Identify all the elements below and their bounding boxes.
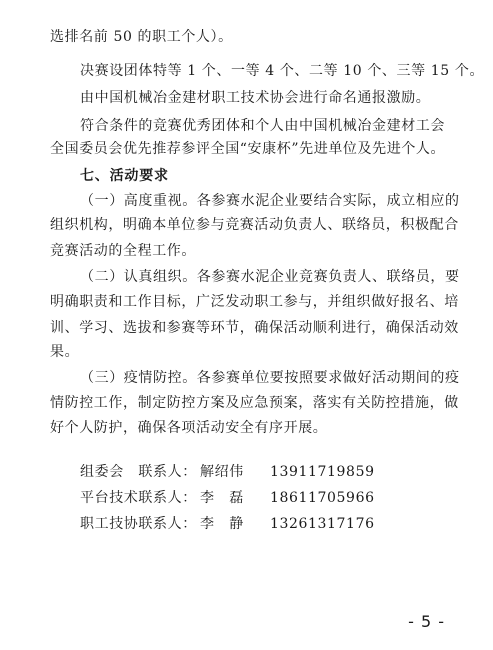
section-heading: 七、活动要求 — [80, 168, 169, 184]
contact-name: 解绍伟 — [200, 464, 244, 480]
text-line: 果。 — [50, 344, 80, 360]
text-line: （一）高度重视。各参赛水泥企业要结合实际，成立相应的 — [80, 193, 460, 209]
text-line: （二）认真组织。各参赛水泥企业竞赛负责人、联络员，要 — [80, 269, 460, 285]
text-line: 全国委员会优先推荐参评全国“安康杯”先进单位及先进个人。 — [50, 141, 446, 157]
contact-name: 李 静 — [200, 516, 244, 532]
contact-role: 职工技协联系人： — [80, 516, 197, 532]
text-line: 选排名前 50 的职工个人）。 — [50, 29, 233, 45]
text-line: 训、学习、选拔和参赛等环节，确保活动顺利进行，确保活动效 — [50, 320, 459, 336]
contact-role: 平台技术联系人： — [80, 490, 197, 506]
text-line: 好个人防护，确保各项活动安全有序开展。 — [50, 420, 328, 436]
contact-role: 组委会 联系人： — [80, 464, 197, 480]
text-line: （三）疫情防控。各参赛单位要按照要求做好活动期间的疫 — [80, 370, 460, 386]
contact-phone: 13911719859 — [270, 464, 375, 480]
text-line: 竞赛活动的全程工作。 — [50, 243, 196, 259]
text-line: 情防控工作，制定防控方案及应急预案，落实有关防控措施，做 — [50, 395, 459, 411]
contact-row — [80, 462, 375, 482]
contact-row — [80, 488, 375, 508]
contact-phone: 13261317176 — [270, 516, 375, 532]
text-line: 决赛设团体特等 1 个、一等 4 个、二等 10 个、三等 15 个。 — [80, 63, 485, 79]
contact-name: 李 磊 — [200, 490, 244, 506]
page-number: - 5 - — [408, 612, 445, 631]
contact-phone: 18611705966 — [270, 490, 375, 506]
text-line: 组织机构，明确本单位参与竞赛活动负责人、联络员，积极配合 — [50, 217, 459, 233]
text-line: 符合条件的竞赛优秀团体和个人由中国机械冶金建材工会 — [80, 118, 445, 134]
contact-row — [80, 514, 375, 534]
text-line: 由中国机械冶金建材职工技术协会进行命名通报激励。 — [80, 90, 431, 106]
text-line: 明确职责和工作目标，广泛发动职工参与，并组织做好报名、培 — [50, 294, 459, 310]
